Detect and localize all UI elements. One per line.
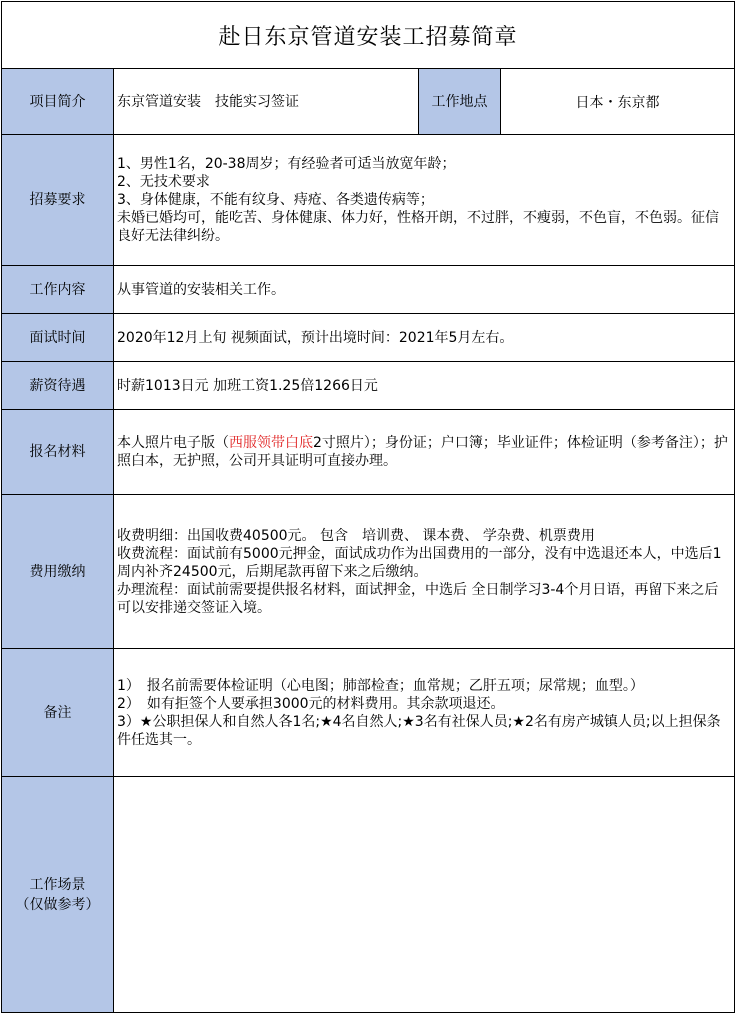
label-notes: 备注 xyxy=(2,649,114,777)
label-content: 工作内容 xyxy=(2,266,114,314)
materials-text: 2寸照片）；身份证；户口簿；毕业证件；体检证明（参考备注）；护照白本，无护照，公司开具证明可直接办理。 xyxy=(117,435,728,469)
label-scene xyxy=(2,777,114,1013)
value-materials xyxy=(114,410,735,495)
requirement-line: 1、男性1名，20-38周岁；有经验者可适当放宽年龄； xyxy=(117,156,456,172)
label-intro: 项目简介 xyxy=(2,69,114,135)
value-requirements xyxy=(114,135,735,266)
note-line: 2） 如有拒签个人要承担3000元的材料费用。其余款项退还。 xyxy=(117,695,505,712)
value-scene xyxy=(114,777,735,1013)
scene-label-note: （仅做参考） xyxy=(15,896,100,913)
scene-label: 工作场景 xyxy=(29,876,86,893)
requirement-line: 未婚已婚均可，能吃苦、身体健康、体力好，性格开朗，不过胖，不瘦弱，不色盲，不色弱。征信良好无法律纠纷。 xyxy=(117,210,719,244)
requirement-line: 3、身体健康，不能有纹身、痔疮、各类遗传病等； xyxy=(117,192,434,208)
value-location: 日本・东京都 xyxy=(501,69,735,135)
fee-line: 收费明细：出国收费40500元。 包含 培训费、 课本费、 学杂费、机票费用 xyxy=(117,527,595,544)
value-content: 从事管道的安装相关工作。 xyxy=(114,266,735,314)
label-requirements: 招募要求 xyxy=(2,135,114,266)
fee-line: 办理流程：面试前需要提供报名材料，面试押金，中选后 全日制学习3-4个月日语，再留下来之后可以安排递交签证入境。 xyxy=(117,581,719,616)
value-intro: 东京管道安装 技能实习签证 xyxy=(114,69,419,135)
materials-text: 本人照片电子版（ xyxy=(117,435,229,451)
recruitment-table xyxy=(1,1,735,1013)
page-title: 赴日东京管道安装工招募简章 xyxy=(2,2,735,69)
materials-highlight: 西服领带白底 xyxy=(229,435,313,451)
label-materials: 报名材料 xyxy=(2,410,114,495)
label-interview: 面试时间 xyxy=(2,314,114,362)
fee-line: 收费流程：面试前有5000元押金，面试成功作为出国费用的一部分，没有中选退还本人，中选后1周内补齐24500元，后期尾款再留下来之后缴纳。 xyxy=(117,545,722,580)
note-line: 3）★公职担保人和自然人各1名;★4名自然人;★3名有社保人员;★2名有房产城镇人员;以上担保条件任选其一。 xyxy=(117,713,721,748)
label-location: 工作地点 xyxy=(419,69,501,135)
requirement-line: 2、无技术要求 xyxy=(117,174,210,190)
value-notes xyxy=(114,649,735,777)
note-line: 1） 报名前需要体检证明（心电图；肺部检查；血常规；乙肝五项；尿常规；血型。） xyxy=(117,677,644,694)
value-interview: 2020年12月上旬 视频面试，预计出境时间：2021年5月左右。 xyxy=(114,314,735,362)
label-salary: 薪资待遇 xyxy=(2,362,114,410)
value-fees xyxy=(114,495,735,649)
value-salary: 时薪1013日元 加班工资1.25倍1266日元 xyxy=(114,362,735,410)
label-fees: 费用缴纳 xyxy=(2,495,114,649)
